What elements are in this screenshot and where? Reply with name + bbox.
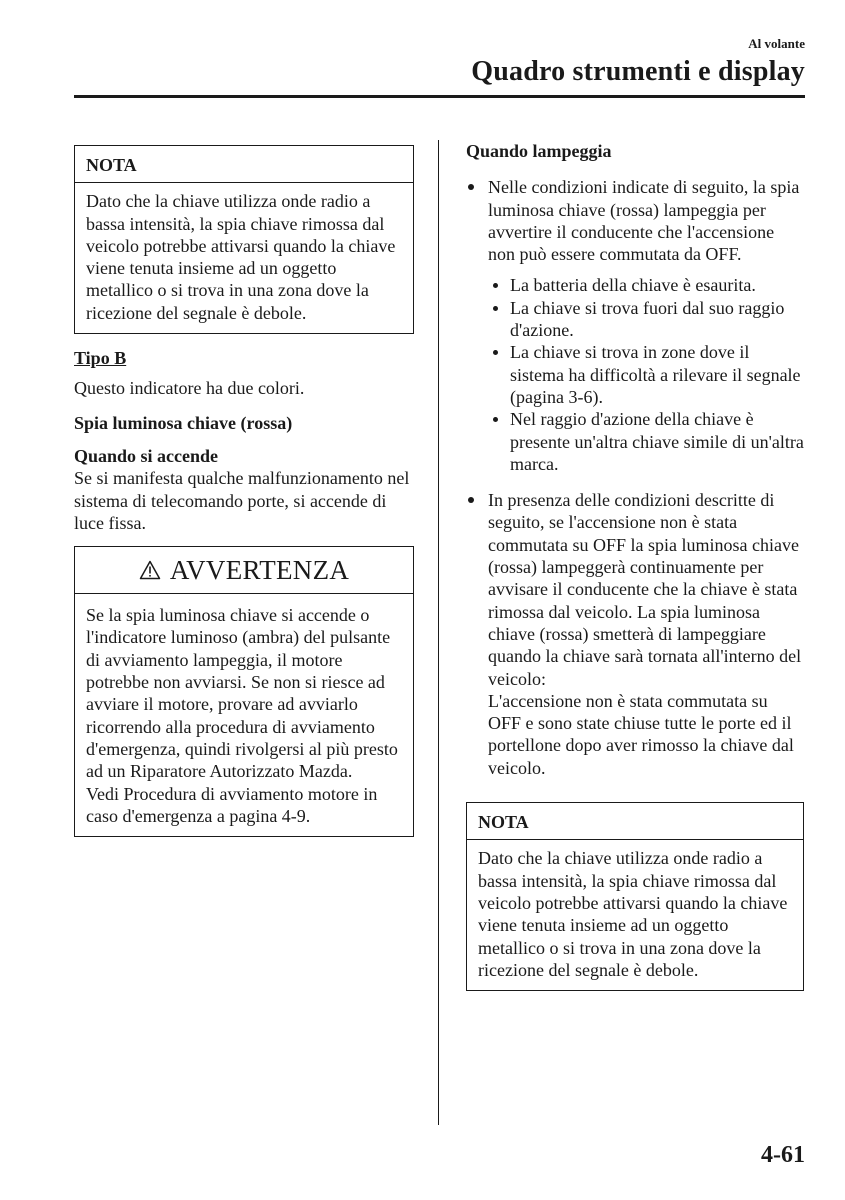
page-title: Quadro strumenti e display [471, 56, 805, 87]
sub-list-item: Nel raggio d'azione della chiave è presente un'altra chiave simile di un'altra marca. [488, 408, 804, 475]
on-text: Se si manifesta qualche malfunzionamento nel sistema di telecomando porte, si accende di luce fissa. [74, 468, 410, 533]
warning-text: Se la spia luminosa chiave si accende o l'indicatore luminoso (ambra) del pulsante di avviamento lampeggia, il motore potrebbe non avviarsi. Se non si riesce ad avviare il motore, provare ad avviarlo ricorrendo alla procedura di avviamento d'emergenza, quindi rivolgersi al più presto ad un Riparatore Autorizzato Mazda. [86, 605, 398, 782]
on-heading: Quando si accende [74, 445, 219, 466]
bullet-dot [468, 497, 474, 503]
bullet-text: In presenza delle condizioni descritte di seguito, se l'accensione non è stata commutata su OFF la spia luminosa chiave (rossa) lampeggerà continuamente per avvisare il conducente che la chiave è stata rimossa dal veicolo. La spia luminosa chiave (rossa) smetterà di lampeggiare quando la chiave sarà tornata all'interno del veicolo: [488, 490, 802, 689]
bullet-text: Nelle condizioni indicate di seguito, la spia luminosa chiave (rossa) lampeggia per avvertire il conducente che l'accensione non può essere commutata da OFF. [488, 177, 800, 265]
page-number: 4-61 [761, 1142, 805, 1168]
sub-list [488, 274, 804, 475]
note-box [466, 802, 804, 991]
type-intro: Questo indicatore ha due colori. [74, 378, 305, 399]
sub-bullet-dot [493, 350, 498, 355]
bullet-dot [468, 184, 474, 190]
bullet-text-continued: L'accensione non è stata commutata su OFF e sono state chiuse tutte le porte ed il portellone dopo aver rimosso la chiave dal veicolo. [488, 690, 794, 778]
warning-reference: Vedi Procedura di avviamento motore in caso d'emergenza a pagina 4-9. [86, 783, 378, 826]
note-text: Dato che la chiave utilizza onde radio a bassa intensità, la spia chiave rimossa dal veicolo potrebbe attivarsi quando la chiave viene tenuta insieme ad un oggetto metallico o si trova in una zona dove la ricezione del segnale è debole. [478, 848, 788, 980]
note-box [74, 145, 414, 334]
left-column [74, 145, 414, 837]
column-divider [438, 140, 439, 1125]
warning-triangle-icon [139, 560, 161, 580]
sub-bullet-dot [493, 306, 498, 311]
sub-list-item: La chiave si trova in zone dove il sistema ha difficoltà a rilevare il segnale (pagina 3-6). [488, 341, 804, 408]
flash-heading: Quando lampeggia [466, 141, 612, 161]
bullet-item [466, 489, 804, 779]
warning-heading: AVVERTENZA [169, 555, 350, 585]
sub-bullet-dot [493, 417, 498, 422]
bullet-item [466, 176, 804, 475]
sub-bullet-dot [493, 283, 498, 288]
type-heading: Tipo B [74, 348, 127, 369]
light-heading: Spia luminosa chiave (rossa) [74, 412, 293, 433]
section-label: Al volante [748, 36, 805, 51]
warning-box [74, 546, 414, 837]
warning-body [75, 594, 413, 836]
note-heading: NOTA [467, 803, 803, 840]
sub-list-item: La chiave si trova fuori dal suo raggio d'azione. [488, 297, 804, 342]
warning-header [75, 547, 413, 594]
header-rule [74, 95, 805, 98]
note-heading: NOTA [75, 146, 413, 183]
sub-list-item: La batteria della chiave è esaurita. [488, 274, 804, 296]
right-column [466, 140, 804, 991]
note-text: Dato che la chiave utilizza onde radio a bassa intensità, la spia chiave rimossa dal veicolo potrebbe attivarsi quando la chiave viene tenuta insieme ad un oggetto metallico o si trova in una zona dove la ricezione del segnale è debole. [86, 191, 396, 323]
